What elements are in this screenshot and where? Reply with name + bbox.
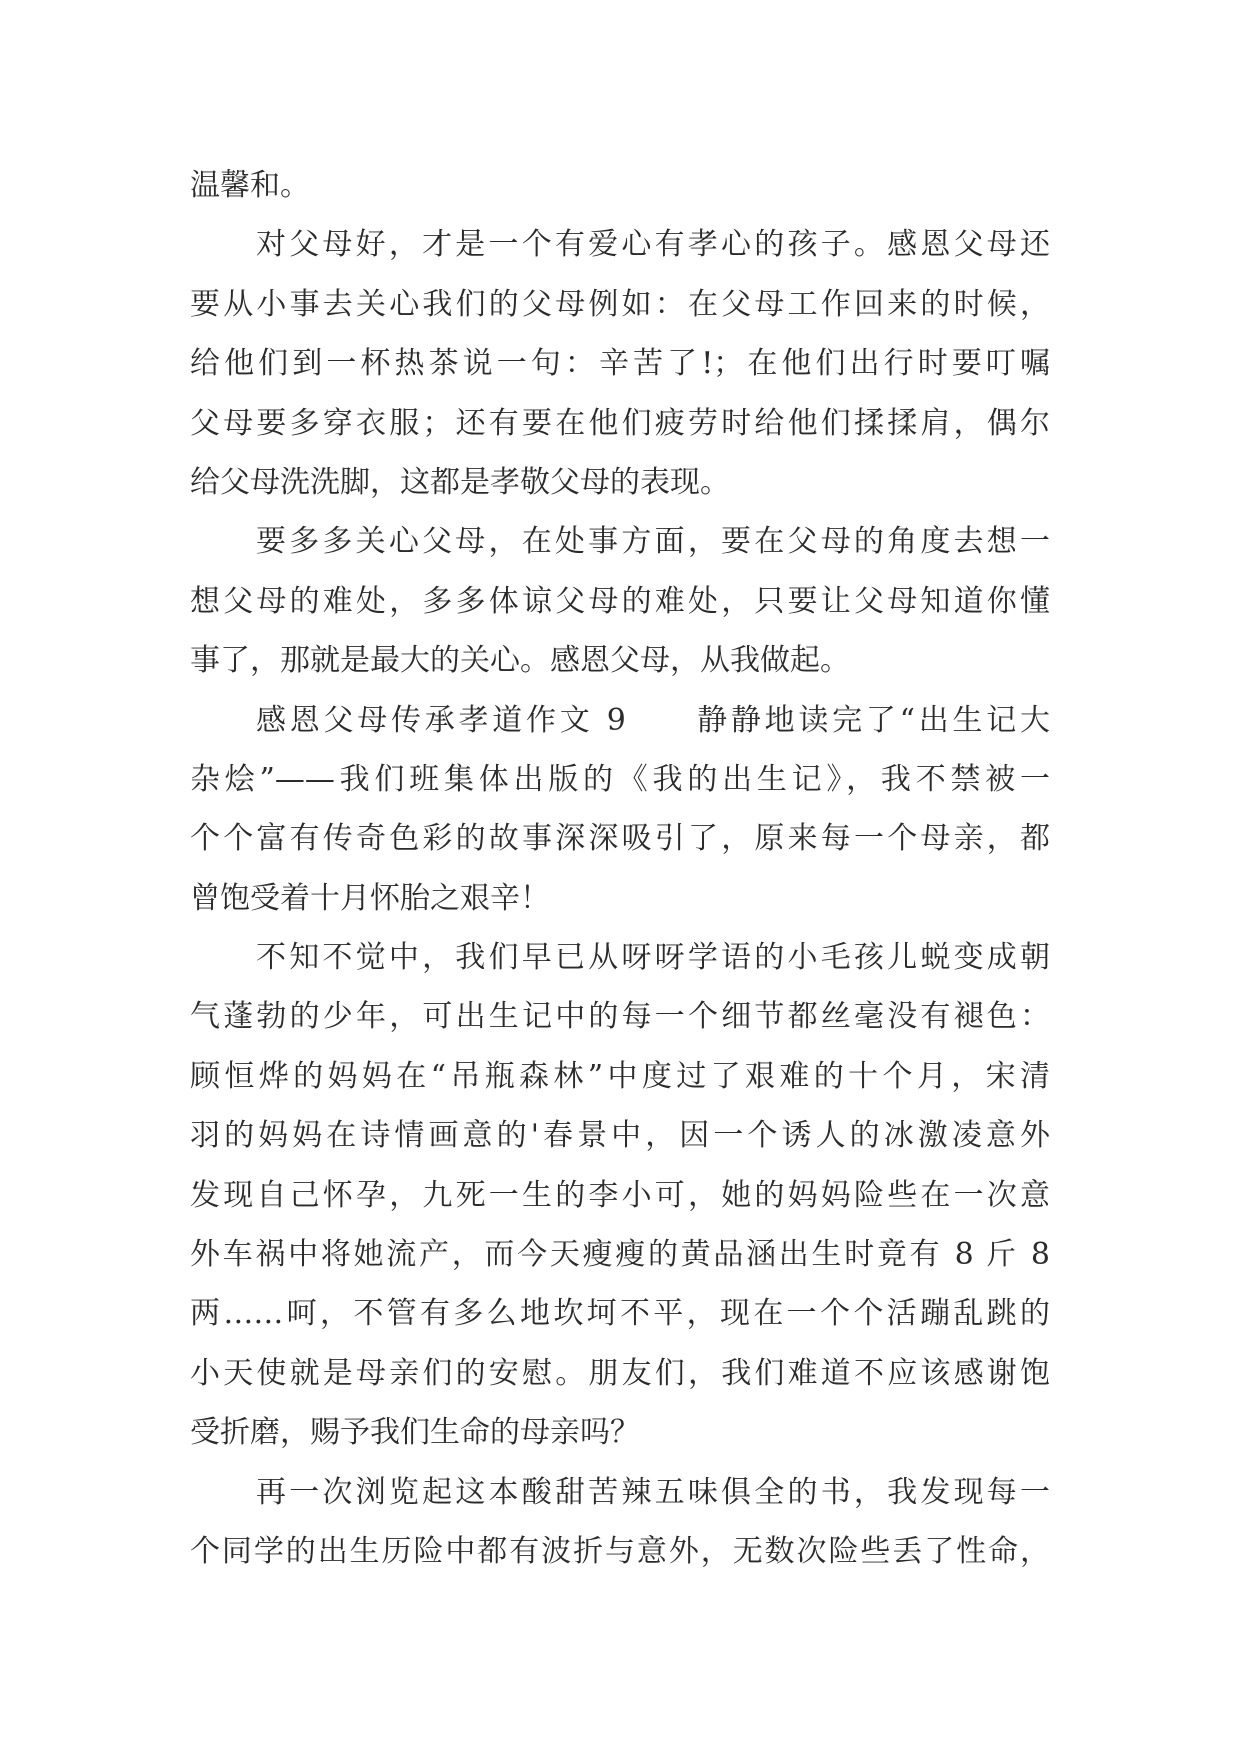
paragraph-first-line: 对父母好，才是一个有爱心有孝心的孩子。感恩父母还	[256, 227, 1050, 263]
text-line: 给父母洗洗脚，这都是孝敬父母的表现。	[190, 464, 730, 500]
text-line: 想父母的难处，多多体谅父母的难处，只要让父母知道你懂	[190, 583, 1050, 619]
text-line: 曾饱受着十月怀胎之艰辛！	[190, 880, 550, 916]
paragraph-first-line: 再一次浏览起这本酸甜苦辣五味俱全的书，我发现每一	[256, 1474, 1050, 1510]
text-line: 气蓬勃的少年，可出生记中的每一个细节都丝毫没有褪色：	[190, 999, 1050, 1035]
text-line: 发现自己怀孕，九死一生的李小可，她的妈妈险些在一次意	[190, 1177, 1050, 1213]
text-line: 杂烩”——我们班集体出版的《我的出生记》，我不禁被一	[190, 761, 1050, 797]
text-line: 羽的妈妈在诗情画意的'春景中，因一个诱人的冰激凌意外	[190, 1118, 1050, 1154]
text-line: 顾恒烨的妈妈在“吊瓶森林”中度过了艰难的十个月，宋清	[190, 1058, 1050, 1094]
text-line: 两……呵，不管有多么地坎坷不平，现在一个个活蹦乱跳的	[190, 1296, 1050, 1332]
text-line: 父母要多穿衣服；还有要在他们疲劳时给他们揉揉肩，偶尔	[190, 405, 1050, 441]
text-line: 温馨和。	[190, 168, 310, 203]
document-body	[190, 156, 1050, 1581]
paragraph-first-line: 要多多关心父母，在处事方面，要在父母的角度去想一	[256, 524, 1050, 560]
text-line: 事了，那就是最大的关心。感恩父母，从我做起。	[190, 643, 850, 679]
text-line: 给他们到一杯热茶说一句：辛苦了!；在他们出行时要叮嘱	[190, 346, 1050, 382]
text-line: 外车祸中将她流产，而今天瘦瘦的黄品涵出生时竟有 8 斤 8	[190, 1237, 1050, 1273]
text-line: 个同学的出生历险中都有波折与意外，无数次险些丢了性命，	[190, 1533, 1050, 1569]
paragraph-first-line: 感恩父母传承孝道作文 9 静静地读完了“出生记大	[256, 702, 1050, 738]
text-line: 要从小事去关心我们的父母例如：在父母工作回来的时候，	[190, 286, 1050, 322]
text-line: 受折磨，赐予我们生命的母亲吗？	[190, 1415, 640, 1451]
text-line: 个个富有传奇色彩的故事深深吸引了，原来每一个母亲，都	[190, 821, 1050, 857]
text-line: 小天使就是母亲们的安慰。朋友们，我们难道不应该感谢饱	[190, 1355, 1050, 1391]
paragraph-first-line: 不知不觉中，我们早已从呀呀学语的小毛孩儿蜕变成朝	[256, 940, 1050, 976]
